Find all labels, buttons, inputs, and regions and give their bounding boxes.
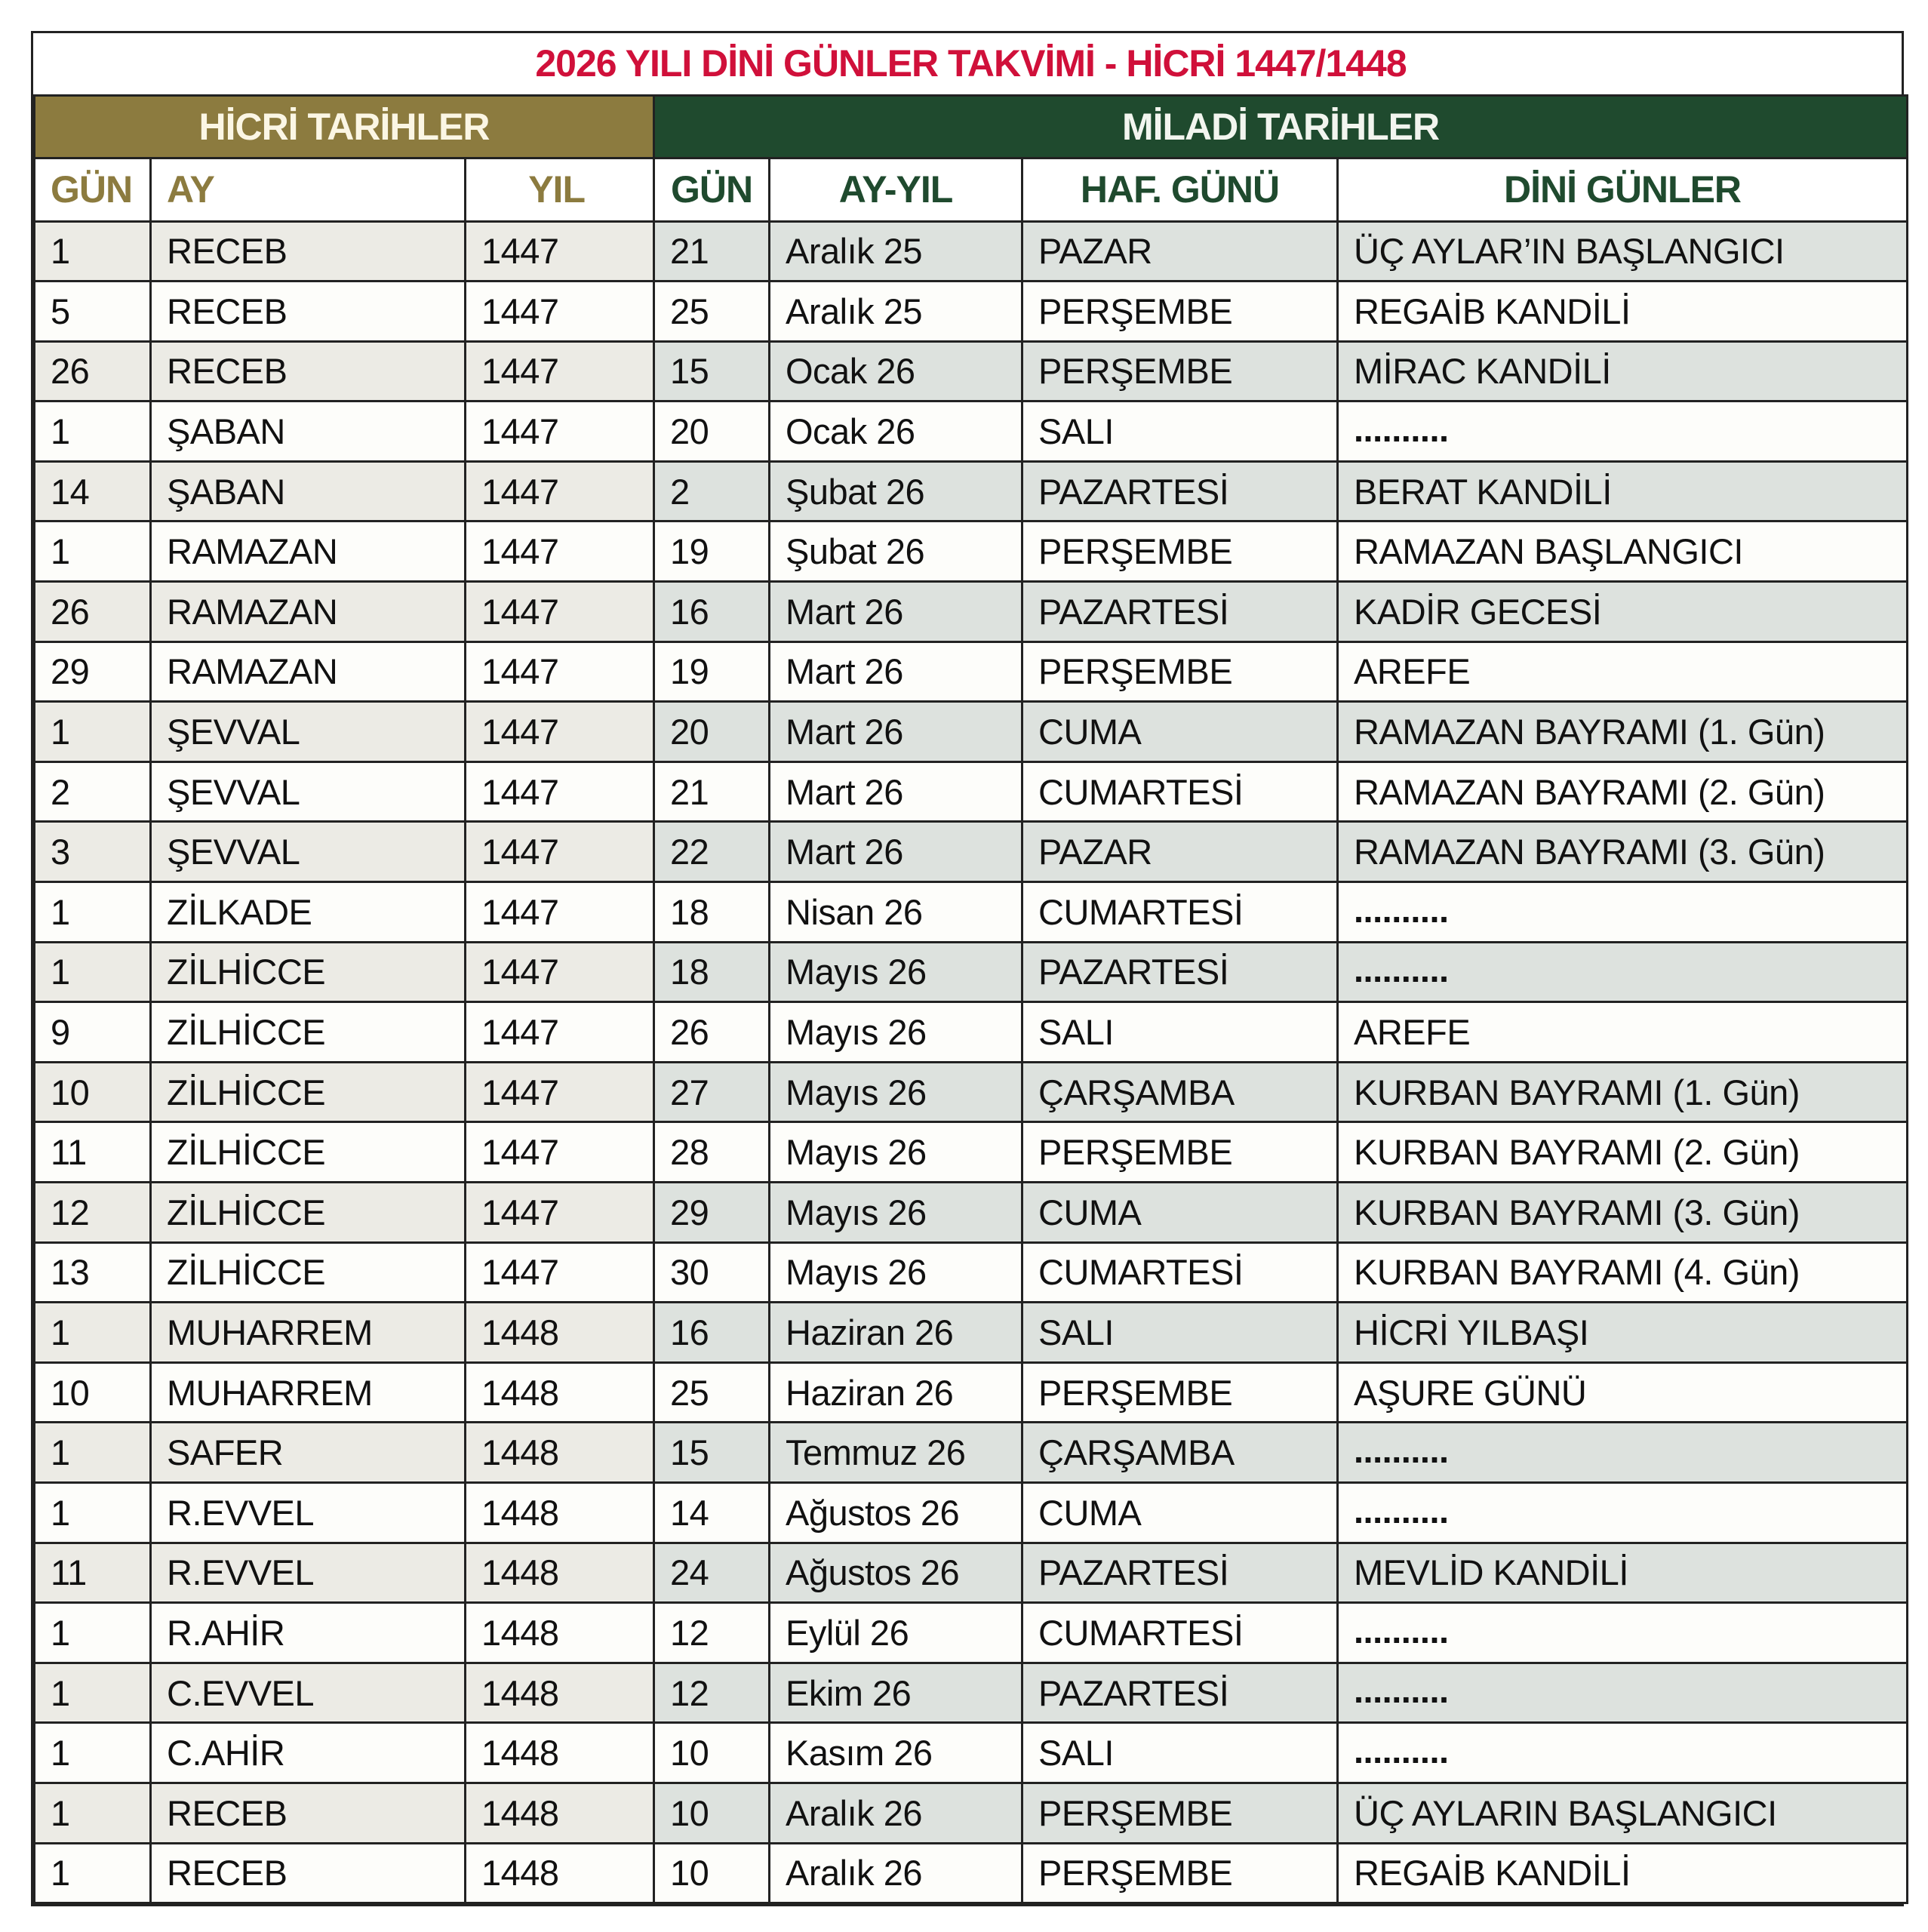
weekday-cell: PAZARTESİ <box>1022 1543 1338 1603</box>
hicri-year-cell: 1447 <box>466 761 654 822</box>
hicri-month-cell: RAMAZAN <box>151 641 466 702</box>
hicri-year-cell: 1448 <box>466 1362 654 1423</box>
miladi-day-cell: 29 <box>654 1183 770 1243</box>
calendar-sheet <box>31 31 1904 1906</box>
miladi-day-cell: 24 <box>654 1543 770 1603</box>
hicri-year-cell: 1447 <box>466 1002 654 1063</box>
miladi-day-cell: 21 <box>654 221 770 281</box>
hicri-month-cell: ZİLHİCCE <box>151 1183 466 1243</box>
table-row <box>35 1482 1908 1543</box>
hicri-day-cell: 29 <box>35 641 151 702</box>
weekday-cell: SALI <box>1022 1002 1338 1063</box>
hicri-month-cell: RAMAZAN <box>151 582 466 642</box>
table-row <box>35 521 1908 582</box>
religious-day-cell: KURBAN BAYRAMI (3. Gün) <box>1338 1183 1908 1243</box>
table-body <box>35 221 1908 1903</box>
religious-day-cell: .......... <box>1338 1423 1908 1483</box>
religious-day-cell: AŞURE GÜNÜ <box>1338 1362 1908 1423</box>
hicri-day-cell: 1 <box>35 401 151 462</box>
hicri-year-cell: 1447 <box>466 1183 654 1243</box>
miladi-month-year-cell: Mart 26 <box>770 702 1022 762</box>
miladi-day-cell: 22 <box>654 822 770 882</box>
weekday-cell: PERŞEMBE <box>1022 281 1338 342</box>
hicri-day-cell: 12 <box>35 1183 151 1243</box>
hicri-month-cell: RECEB <box>151 221 466 281</box>
table-row <box>35 1183 1908 1243</box>
hicri-year-cell: 1448 <box>466 1783 654 1843</box>
hicri-month-cell: RECEB <box>151 341 466 401</box>
hicri-day-cell: 1 <box>35 1663 151 1723</box>
miladi-month-year-cell: Haziran 26 <box>770 1362 1022 1423</box>
table-row <box>35 1062 1908 1122</box>
column-header-miladi-month-year: AY-YIL <box>770 158 1022 221</box>
miladi-month-year-cell: Ocak 26 <box>770 341 1022 401</box>
hicri-month-cell: RECEB <box>151 281 466 342</box>
miladi-day-cell: 10 <box>654 1783 770 1843</box>
hicri-day-cell: 26 <box>35 582 151 642</box>
hicri-day-cell: 1 <box>35 1423 151 1483</box>
hicri-year-cell: 1447 <box>466 1122 654 1183</box>
religious-days-table <box>33 33 1908 1904</box>
weekday-cell: ÇARŞAMBA <box>1022 1423 1338 1483</box>
hicri-month-cell: ŞABAN <box>151 401 466 462</box>
miladi-day-cell: 16 <box>654 1303 770 1363</box>
hicri-day-cell: 10 <box>35 1362 151 1423</box>
hicri-day-cell: 13 <box>35 1242 151 1303</box>
hicri-day-cell: 10 <box>35 1062 151 1122</box>
table-row <box>35 1723 1908 1783</box>
hicri-day-cell: 1 <box>35 882 151 943</box>
table-row <box>35 1783 1908 1843</box>
column-header-weekday: HAF. GÜNÜ <box>1022 158 1338 221</box>
table-row <box>35 1122 1908 1183</box>
religious-day-cell: .......... <box>1338 1723 1908 1783</box>
miladi-day-cell: 18 <box>654 942 770 1002</box>
hicri-month-cell: R.AHİR <box>151 1603 466 1663</box>
table-row <box>35 1843 1908 1903</box>
hicri-day-cell: 11 <box>35 1543 151 1603</box>
column-header-hicri-year: YIL <box>466 158 654 221</box>
miladi-month-year-cell: Haziran 26 <box>770 1303 1022 1363</box>
hicri-day-cell: 14 <box>35 461 151 521</box>
religious-day-cell: MİRAC KANDİLİ <box>1338 341 1908 401</box>
miladi-month-year-cell: Kasım 26 <box>770 1723 1022 1783</box>
table-row <box>35 582 1908 642</box>
religious-day-cell: RAMAZAN BAYRAMI (3. Gün) <box>1338 822 1908 882</box>
table-row <box>35 822 1908 882</box>
hicri-day-cell: 1 <box>35 1603 151 1663</box>
section-hicri-dates: HİCRİ TARİHLER <box>35 95 654 158</box>
religious-day-cell: ÜÇ AYLAR’IN BAŞLANGICI <box>1338 221 1908 281</box>
column-header-miladi-day: GÜN <box>654 158 770 221</box>
table-row <box>35 341 1908 401</box>
miladi-day-cell: 27 <box>654 1062 770 1122</box>
hicri-year-cell: 1448 <box>466 1423 654 1483</box>
hicri-year-cell: 1447 <box>466 882 654 943</box>
hicri-month-cell: ZİLHİCCE <box>151 942 466 1002</box>
miladi-day-cell: 15 <box>654 1423 770 1483</box>
miladi-month-year-cell: Şubat 26 <box>770 521 1022 582</box>
hicri-year-cell: 1447 <box>466 341 654 401</box>
hicri-day-cell: 9 <box>35 1002 151 1063</box>
table-row <box>35 1002 1908 1063</box>
hicri-day-cell: 3 <box>35 822 151 882</box>
weekday-cell: SALI <box>1022 1303 1338 1363</box>
weekday-cell: CUMA <box>1022 702 1338 762</box>
weekday-cell: CUMARTESİ <box>1022 1242 1338 1303</box>
table-row <box>35 461 1908 521</box>
column-header-row <box>35 158 1908 221</box>
hicri-day-cell: 5 <box>35 281 151 342</box>
religious-day-cell: KURBAN BAYRAMI (1. Gün) <box>1338 1062 1908 1122</box>
miladi-day-cell: 25 <box>654 1362 770 1423</box>
table-row <box>35 1663 1908 1723</box>
religious-day-cell: RAMAZAN BAŞLANGICI <box>1338 521 1908 582</box>
miladi-day-cell: 20 <box>654 702 770 762</box>
hicri-month-cell: SAFER <box>151 1423 466 1483</box>
miladi-day-cell: 15 <box>654 341 770 401</box>
religious-day-cell: AREFE <box>1338 1002 1908 1063</box>
hicri-year-cell: 1448 <box>466 1303 654 1363</box>
table-row <box>35 221 1908 281</box>
hicri-month-cell: C.EVVEL <box>151 1663 466 1723</box>
hicri-year-cell: 1448 <box>466 1543 654 1603</box>
weekday-cell: SALI <box>1022 401 1338 462</box>
weekday-cell: ÇARŞAMBA <box>1022 1062 1338 1122</box>
hicri-year-cell: 1447 <box>466 942 654 1002</box>
hicri-day-cell: 1 <box>35 1843 151 1903</box>
religious-day-cell: .......... <box>1338 1482 1908 1543</box>
hicri-day-cell: 26 <box>35 341 151 401</box>
miladi-day-cell: 18 <box>654 882 770 943</box>
hicri-month-cell: ZİLHİCCE <box>151 1002 466 1063</box>
miladi-month-year-cell: Mayıs 26 <box>770 1122 1022 1183</box>
table-row <box>35 702 1908 762</box>
hicri-year-cell: 1448 <box>466 1843 654 1903</box>
miladi-day-cell: 12 <box>654 1603 770 1663</box>
column-header-hicri-day: GÜN <box>35 158 151 221</box>
miladi-day-cell: 2 <box>654 461 770 521</box>
weekday-cell: PERŞEMBE <box>1022 1122 1338 1183</box>
hicri-month-cell: ŞEVVAL <box>151 702 466 762</box>
hicri-day-cell: 1 <box>35 221 151 281</box>
weekday-cell: PERŞEMBE <box>1022 521 1338 582</box>
hicri-month-cell: MUHARREM <box>151 1362 466 1423</box>
religious-day-cell: .......... <box>1338 1663 1908 1723</box>
miladi-month-year-cell: Mayıs 26 <box>770 1002 1022 1063</box>
weekday-cell: CUMARTESİ <box>1022 761 1338 822</box>
hicri-month-cell: ZİLHİCCE <box>151 1062 466 1122</box>
hicri-year-cell: 1447 <box>466 702 654 762</box>
hicri-month-cell: RECEB <box>151 1843 466 1903</box>
table-row <box>35 1242 1908 1303</box>
hicri-month-cell: ŞABAN <box>151 461 466 521</box>
hicri-month-cell: MUHARREM <box>151 1303 466 1363</box>
religious-day-cell: KADİR GECESİ <box>1338 582 1908 642</box>
miladi-day-cell: 10 <box>654 1723 770 1783</box>
miladi-month-year-cell: Nisan 26 <box>770 882 1022 943</box>
hicri-year-cell: 1447 <box>466 822 654 882</box>
table-row <box>35 401 1908 462</box>
hicri-day-cell: 2 <box>35 761 151 822</box>
religious-day-cell: .......... <box>1338 882 1908 943</box>
hicri-day-cell: 1 <box>35 1303 151 1363</box>
miladi-month-year-cell: Ağustos 26 <box>770 1543 1022 1603</box>
hicri-day-cell: 1 <box>35 942 151 1002</box>
miladi-month-year-cell: Eylül 26 <box>770 1603 1022 1663</box>
religious-day-cell: KURBAN BAYRAMI (2. Gün) <box>1338 1122 1908 1183</box>
weekday-cell: CUMA <box>1022 1482 1338 1543</box>
hicri-month-cell: ZİLHİCCE <box>151 1122 466 1183</box>
miladi-month-year-cell: Mayıs 26 <box>770 1183 1022 1243</box>
miladi-month-year-cell: Mart 26 <box>770 761 1022 822</box>
religious-day-cell: .......... <box>1338 942 1908 1002</box>
table-row <box>35 641 1908 702</box>
hicri-year-cell: 1447 <box>466 521 654 582</box>
religious-day-cell: .......... <box>1338 1603 1908 1663</box>
miladi-month-year-cell: Mart 26 <box>770 641 1022 702</box>
religious-day-cell: AREFE <box>1338 641 1908 702</box>
hicri-day-cell: 1 <box>35 702 151 762</box>
miladi-day-cell: 21 <box>654 761 770 822</box>
hicri-month-cell: C.AHİR <box>151 1723 466 1783</box>
weekday-cell: PERŞEMBE <box>1022 1843 1338 1903</box>
weekday-cell: PAZARTESİ <box>1022 461 1338 521</box>
religious-day-cell: ÜÇ AYLARIN BAŞLANGICI <box>1338 1783 1908 1843</box>
miladi-month-year-cell: Ocak 26 <box>770 401 1022 462</box>
hicri-month-cell: ŞEVVAL <box>151 822 466 882</box>
religious-day-cell: MEVLİD KANDİLİ <box>1338 1543 1908 1603</box>
miladi-day-cell: 10 <box>654 1843 770 1903</box>
page-title: 2026 YILI DİNİ GÜNLER TAKVİMİ - HİCRİ 1447/1448 <box>35 33 1908 95</box>
hicri-day-cell: 1 <box>35 1482 151 1543</box>
hicri-year-cell: 1447 <box>466 221 654 281</box>
hicri-day-cell: 1 <box>35 521 151 582</box>
miladi-day-cell: 16 <box>654 582 770 642</box>
table-row <box>35 1303 1908 1363</box>
weekday-cell: PAZAR <box>1022 822 1338 882</box>
title-row <box>35 33 1908 95</box>
hicri-year-cell: 1447 <box>466 1062 654 1122</box>
table-row <box>35 281 1908 342</box>
miladi-month-year-cell: Mart 26 <box>770 582 1022 642</box>
miladi-month-year-cell: Mayıs 26 <box>770 942 1022 1002</box>
hicri-day-cell: 11 <box>35 1122 151 1183</box>
hicri-year-cell: 1448 <box>466 1663 654 1723</box>
weekday-cell: PAZAR <box>1022 221 1338 281</box>
miladi-day-cell: 28 <box>654 1122 770 1183</box>
hicri-year-cell: 1447 <box>466 641 654 702</box>
weekday-cell: CUMARTESİ <box>1022 882 1338 943</box>
hicri-year-cell: 1448 <box>466 1603 654 1663</box>
hicri-month-cell: ZİLHİCCE <box>151 1242 466 1303</box>
weekday-cell: PERŞEMBE <box>1022 1783 1338 1843</box>
weekday-cell: CUMARTESİ <box>1022 1603 1338 1663</box>
table-row <box>35 942 1908 1002</box>
weekday-cell: PERŞEMBE <box>1022 341 1338 401</box>
miladi-day-cell: 14 <box>654 1482 770 1543</box>
column-header-religious-day: DİNİ GÜNLER <box>1338 158 1908 221</box>
weekday-cell: PERŞEMBE <box>1022 641 1338 702</box>
miladi-day-cell: 26 <box>654 1002 770 1063</box>
miladi-month-year-cell: Mayıs 26 <box>770 1242 1022 1303</box>
section-header-row <box>35 95 1908 158</box>
hicri-month-cell: RECEB <box>151 1783 466 1843</box>
miladi-month-year-cell: Ağustos 26 <box>770 1482 1022 1543</box>
miladi-day-cell: 19 <box>654 521 770 582</box>
hicri-year-cell: 1447 <box>466 281 654 342</box>
hicri-year-cell: 1447 <box>466 461 654 521</box>
table-row <box>35 1362 1908 1423</box>
table-row <box>35 1543 1908 1603</box>
weekday-cell: PAZARTESİ <box>1022 1663 1338 1723</box>
hicri-year-cell: 1447 <box>466 1242 654 1303</box>
miladi-day-cell: 20 <box>654 401 770 462</box>
miladi-month-year-cell: Mayıs 26 <box>770 1062 1022 1122</box>
miladi-month-year-cell: Aralık 25 <box>770 281 1022 342</box>
section-miladi-dates: MİLADİ TARİHLER <box>654 95 1908 158</box>
religious-day-cell: HİCRİ YILBAŞI <box>1338 1303 1908 1363</box>
miladi-month-year-cell: Ekim 26 <box>770 1663 1022 1723</box>
weekday-cell: SALI <box>1022 1723 1338 1783</box>
weekday-cell: PAZARTESİ <box>1022 942 1338 1002</box>
miladi-day-cell: 30 <box>654 1242 770 1303</box>
weekday-cell: CUMA <box>1022 1183 1338 1243</box>
hicri-month-cell: R.EVVEL <box>151 1482 466 1543</box>
table-row <box>35 761 1908 822</box>
hicri-month-cell: R.EVVEL <box>151 1543 466 1603</box>
miladi-day-cell: 19 <box>654 641 770 702</box>
table-row <box>35 1423 1908 1483</box>
hicri-day-cell: 1 <box>35 1783 151 1843</box>
religious-day-cell: REGAİB KANDİLİ <box>1338 281 1908 342</box>
table-row <box>35 882 1908 943</box>
hicri-month-cell: ZİLKADE <box>151 882 466 943</box>
weekday-cell: PERŞEMBE <box>1022 1362 1338 1423</box>
religious-day-cell: RAMAZAN BAYRAMI (1. Gün) <box>1338 702 1908 762</box>
hicri-year-cell: 1448 <box>466 1482 654 1543</box>
hicri-day-cell: 1 <box>35 1723 151 1783</box>
weekday-cell: PAZARTESİ <box>1022 582 1338 642</box>
miladi-month-year-cell: Temmuz 26 <box>770 1423 1022 1483</box>
column-header-hicri-month: AY <box>151 158 466 221</box>
religious-day-cell: BERAT KANDİLİ <box>1338 461 1908 521</box>
hicri-month-cell: RAMAZAN <box>151 521 466 582</box>
hicri-year-cell: 1448 <box>466 1723 654 1783</box>
religious-day-cell: .......... <box>1338 401 1908 462</box>
miladi-day-cell: 25 <box>654 281 770 342</box>
hicri-year-cell: 1447 <box>466 401 654 462</box>
miladi-month-year-cell: Aralık 26 <box>770 1783 1022 1843</box>
miladi-month-year-cell: Mart 26 <box>770 822 1022 882</box>
religious-day-cell: RAMAZAN BAYRAMI (2. Gün) <box>1338 761 1908 822</box>
religious-day-cell: REGAİB KANDİLİ <box>1338 1843 1908 1903</box>
miladi-month-year-cell: Aralık 26 <box>770 1843 1022 1903</box>
table-row <box>35 1603 1908 1663</box>
religious-day-cell: KURBAN BAYRAMI (4. Gün) <box>1338 1242 1908 1303</box>
hicri-year-cell: 1447 <box>466 582 654 642</box>
hicri-month-cell: ŞEVVAL <box>151 761 466 822</box>
miladi-month-year-cell: Aralık 25 <box>770 221 1022 281</box>
miladi-day-cell: 12 <box>654 1663 770 1723</box>
miladi-month-year-cell: Şubat 26 <box>770 461 1022 521</box>
